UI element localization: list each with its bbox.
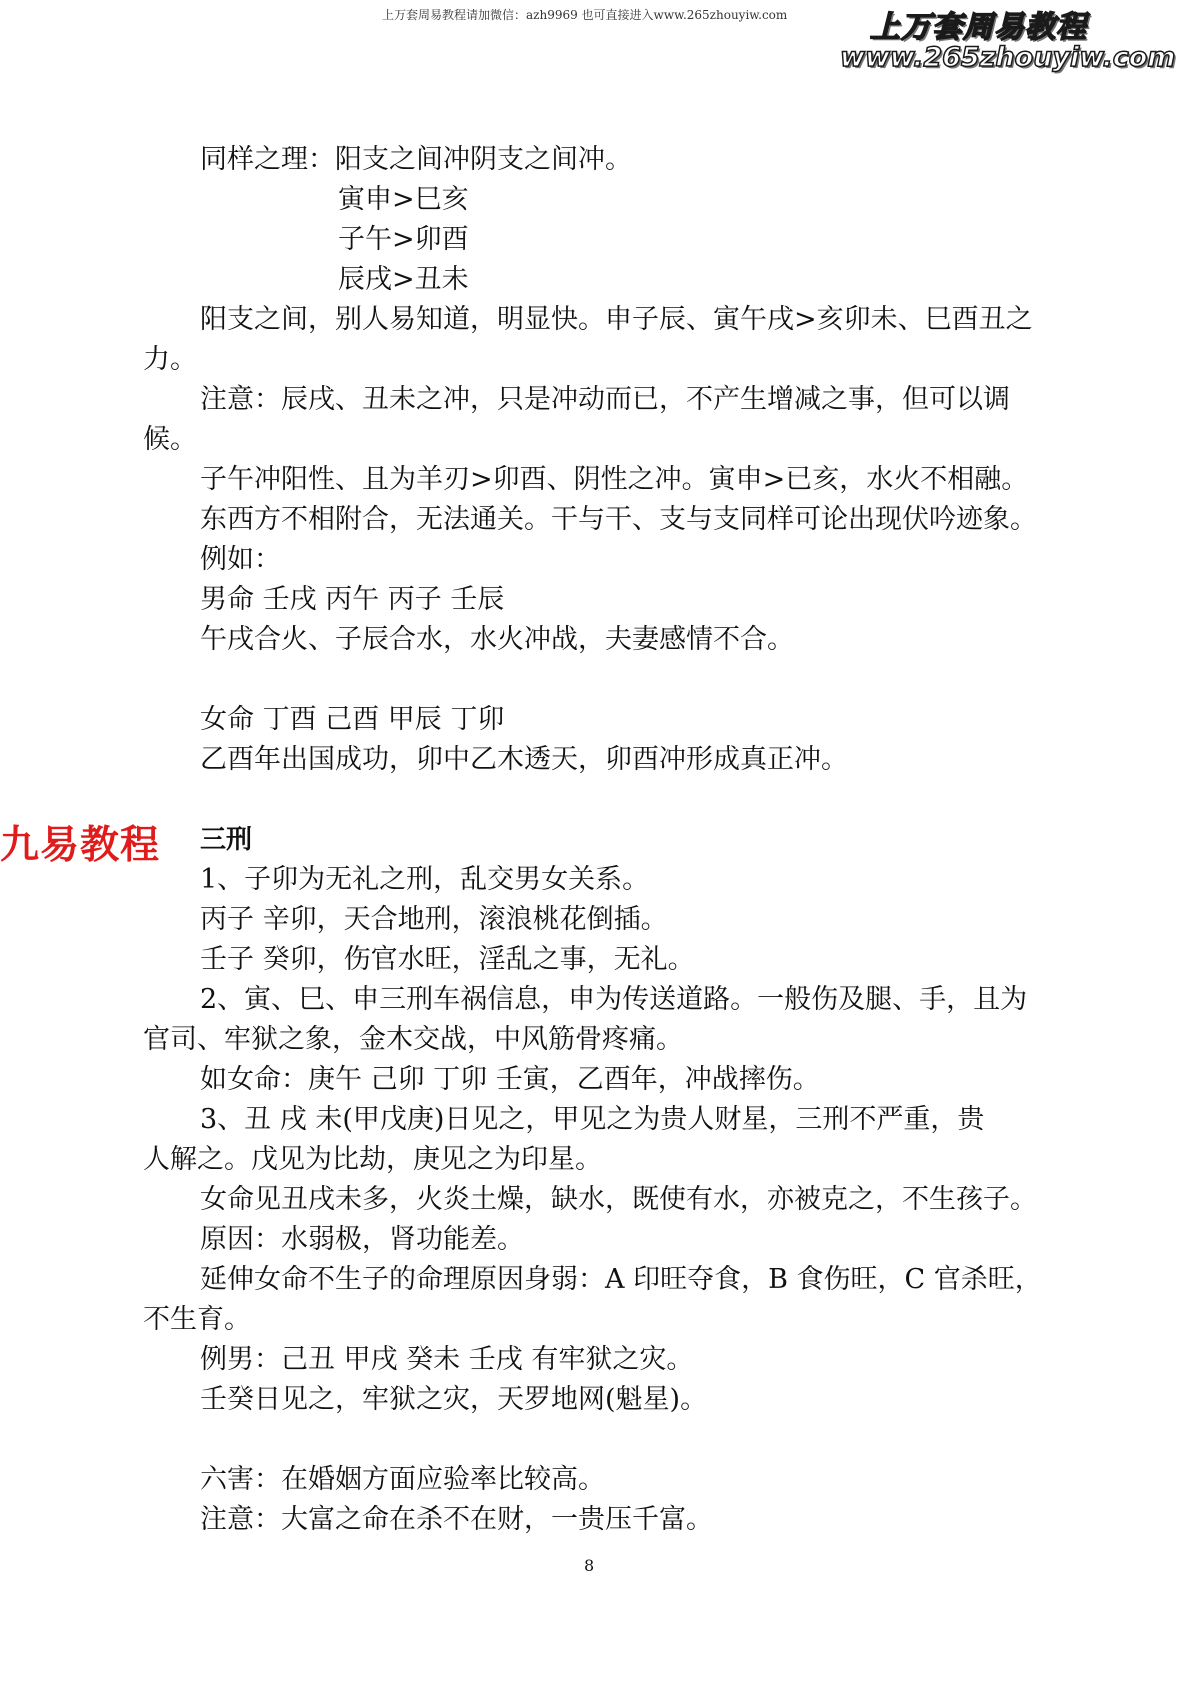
paragraph bbox=[143, 1260, 1048, 1340]
text-line: 六害：在婚姻方面应验率比较高。 bbox=[200, 1464, 605, 1495]
blank-line bbox=[143, 660, 1048, 700]
text-line: 官司、牢狱之象，金木交战，中风筋骨疼痛。 bbox=[143, 1024, 683, 1055]
section-heading: 三刑 bbox=[200, 825, 253, 855]
watermark-stamp: 九易教程 bbox=[0, 823, 161, 868]
logo-url: www.265zhouyiw.com bbox=[840, 42, 1176, 73]
text-line: 不生育。 bbox=[143, 1304, 251, 1335]
text-line: 东西方不相附合，无法通关。干与干、支与支同样可论出现伏吟迹象。 bbox=[200, 504, 1037, 535]
text-line: 乙酉年出国成功，卯中乙木透天，卯酉冲形成真正冲。 bbox=[200, 744, 848, 775]
logo-title: 上万套周易教程 bbox=[870, 10, 1087, 45]
text-line: 阳支之间，别人易知道，明显快。申子辰、寅午戌>亥卯未、巳酉丑之 bbox=[200, 304, 1033, 335]
text-line: 寅申>巳亥 bbox=[338, 184, 469, 215]
text-line: 3、丑 戌 未(甲戊庚)日见之，甲见之为贵人财星，三刑不严重，贵 bbox=[200, 1104, 985, 1135]
text-line: 例男：己丑 甲戌 癸未 壬戌 有牢狱之灾。 bbox=[200, 1344, 694, 1375]
text-line: 午戌合火、子辰合水，水火冲战，夫妻感情不合。 bbox=[200, 624, 794, 655]
blank-line bbox=[143, 780, 1048, 820]
text-line: 男命 壬戌 丙午 丙子 壬辰 bbox=[200, 584, 505, 615]
text-line: 如女命：庚午 己卯 丁卯 壬寅，乙酉年，冲战摔伤。 bbox=[200, 1064, 820, 1095]
text-line: 子午冲阳性、且为羊刃>卯酉、阴性之冲。寅申>已亥，水火不相融。 bbox=[200, 464, 1029, 495]
document-body bbox=[143, 140, 1048, 1540]
text-line: 候。 bbox=[143, 424, 197, 455]
text-line: 注意：辰戌、丑未之冲，只是冲动而已，不产生增减之事，但可以调 bbox=[200, 384, 1010, 415]
text-line: 原因：水弱极，肾功能差。 bbox=[200, 1224, 524, 1255]
text-line: 子午>卯酉 bbox=[338, 224, 469, 255]
text-line: 2、寅、巳、申三刑车祸信息，申为传送道路。一般伤及腿、手，且为 bbox=[200, 984, 1028, 1015]
text-line: 女命见丑戌未多，火炎土燥，缺水，既使有水，亦被克之，不生孩子。 bbox=[200, 1184, 1037, 1215]
paragraph bbox=[143, 1100, 1048, 1180]
text-line: 延伸女命不生子的命理原因身弱：A 印旺夺食，B 食伤旺，C 官杀旺， bbox=[200, 1264, 1042, 1295]
page-number: 8 bbox=[584, 1556, 595, 1575]
blank-line bbox=[143, 1420, 1048, 1460]
site-logo bbox=[840, 0, 1188, 80]
header-notice: 上万套周易教程请加微信：azh9969 也可直接进入www.265zhouyiw.com bbox=[382, 8, 788, 22]
text-line: 1、子卯为无礼之刑，乱交男女关系。 bbox=[200, 864, 650, 895]
text-line: 同样之理：阳支之间冲阴支之间冲。 bbox=[200, 144, 632, 175]
text-line: 人解之。戊见为比劫，庚见之为印星。 bbox=[143, 1144, 602, 1175]
text-line: 壬癸日见之，牢狱之灾，天罗地网(魁星)。 bbox=[200, 1384, 708, 1415]
paragraph bbox=[143, 300, 1048, 380]
text-line: 辰戌>丑未 bbox=[338, 264, 469, 295]
text-line: 女命 丁酉 己酉 甲辰 丁卯 bbox=[200, 704, 505, 735]
text-line: 壬子 癸卯，伤官水旺，淫乱之事，无礼。 bbox=[200, 944, 695, 975]
text-line: 注意：大富之命在杀不在财，一贵压千富。 bbox=[200, 1504, 713, 1535]
paragraph bbox=[143, 980, 1048, 1060]
text-line: 力。 bbox=[143, 344, 197, 375]
text-line: 例如： bbox=[200, 544, 281, 575]
text-line: 丙子 辛卯，天合地刑，滚浪桃花倒插。 bbox=[200, 904, 668, 935]
paragraph bbox=[143, 380, 1048, 460]
